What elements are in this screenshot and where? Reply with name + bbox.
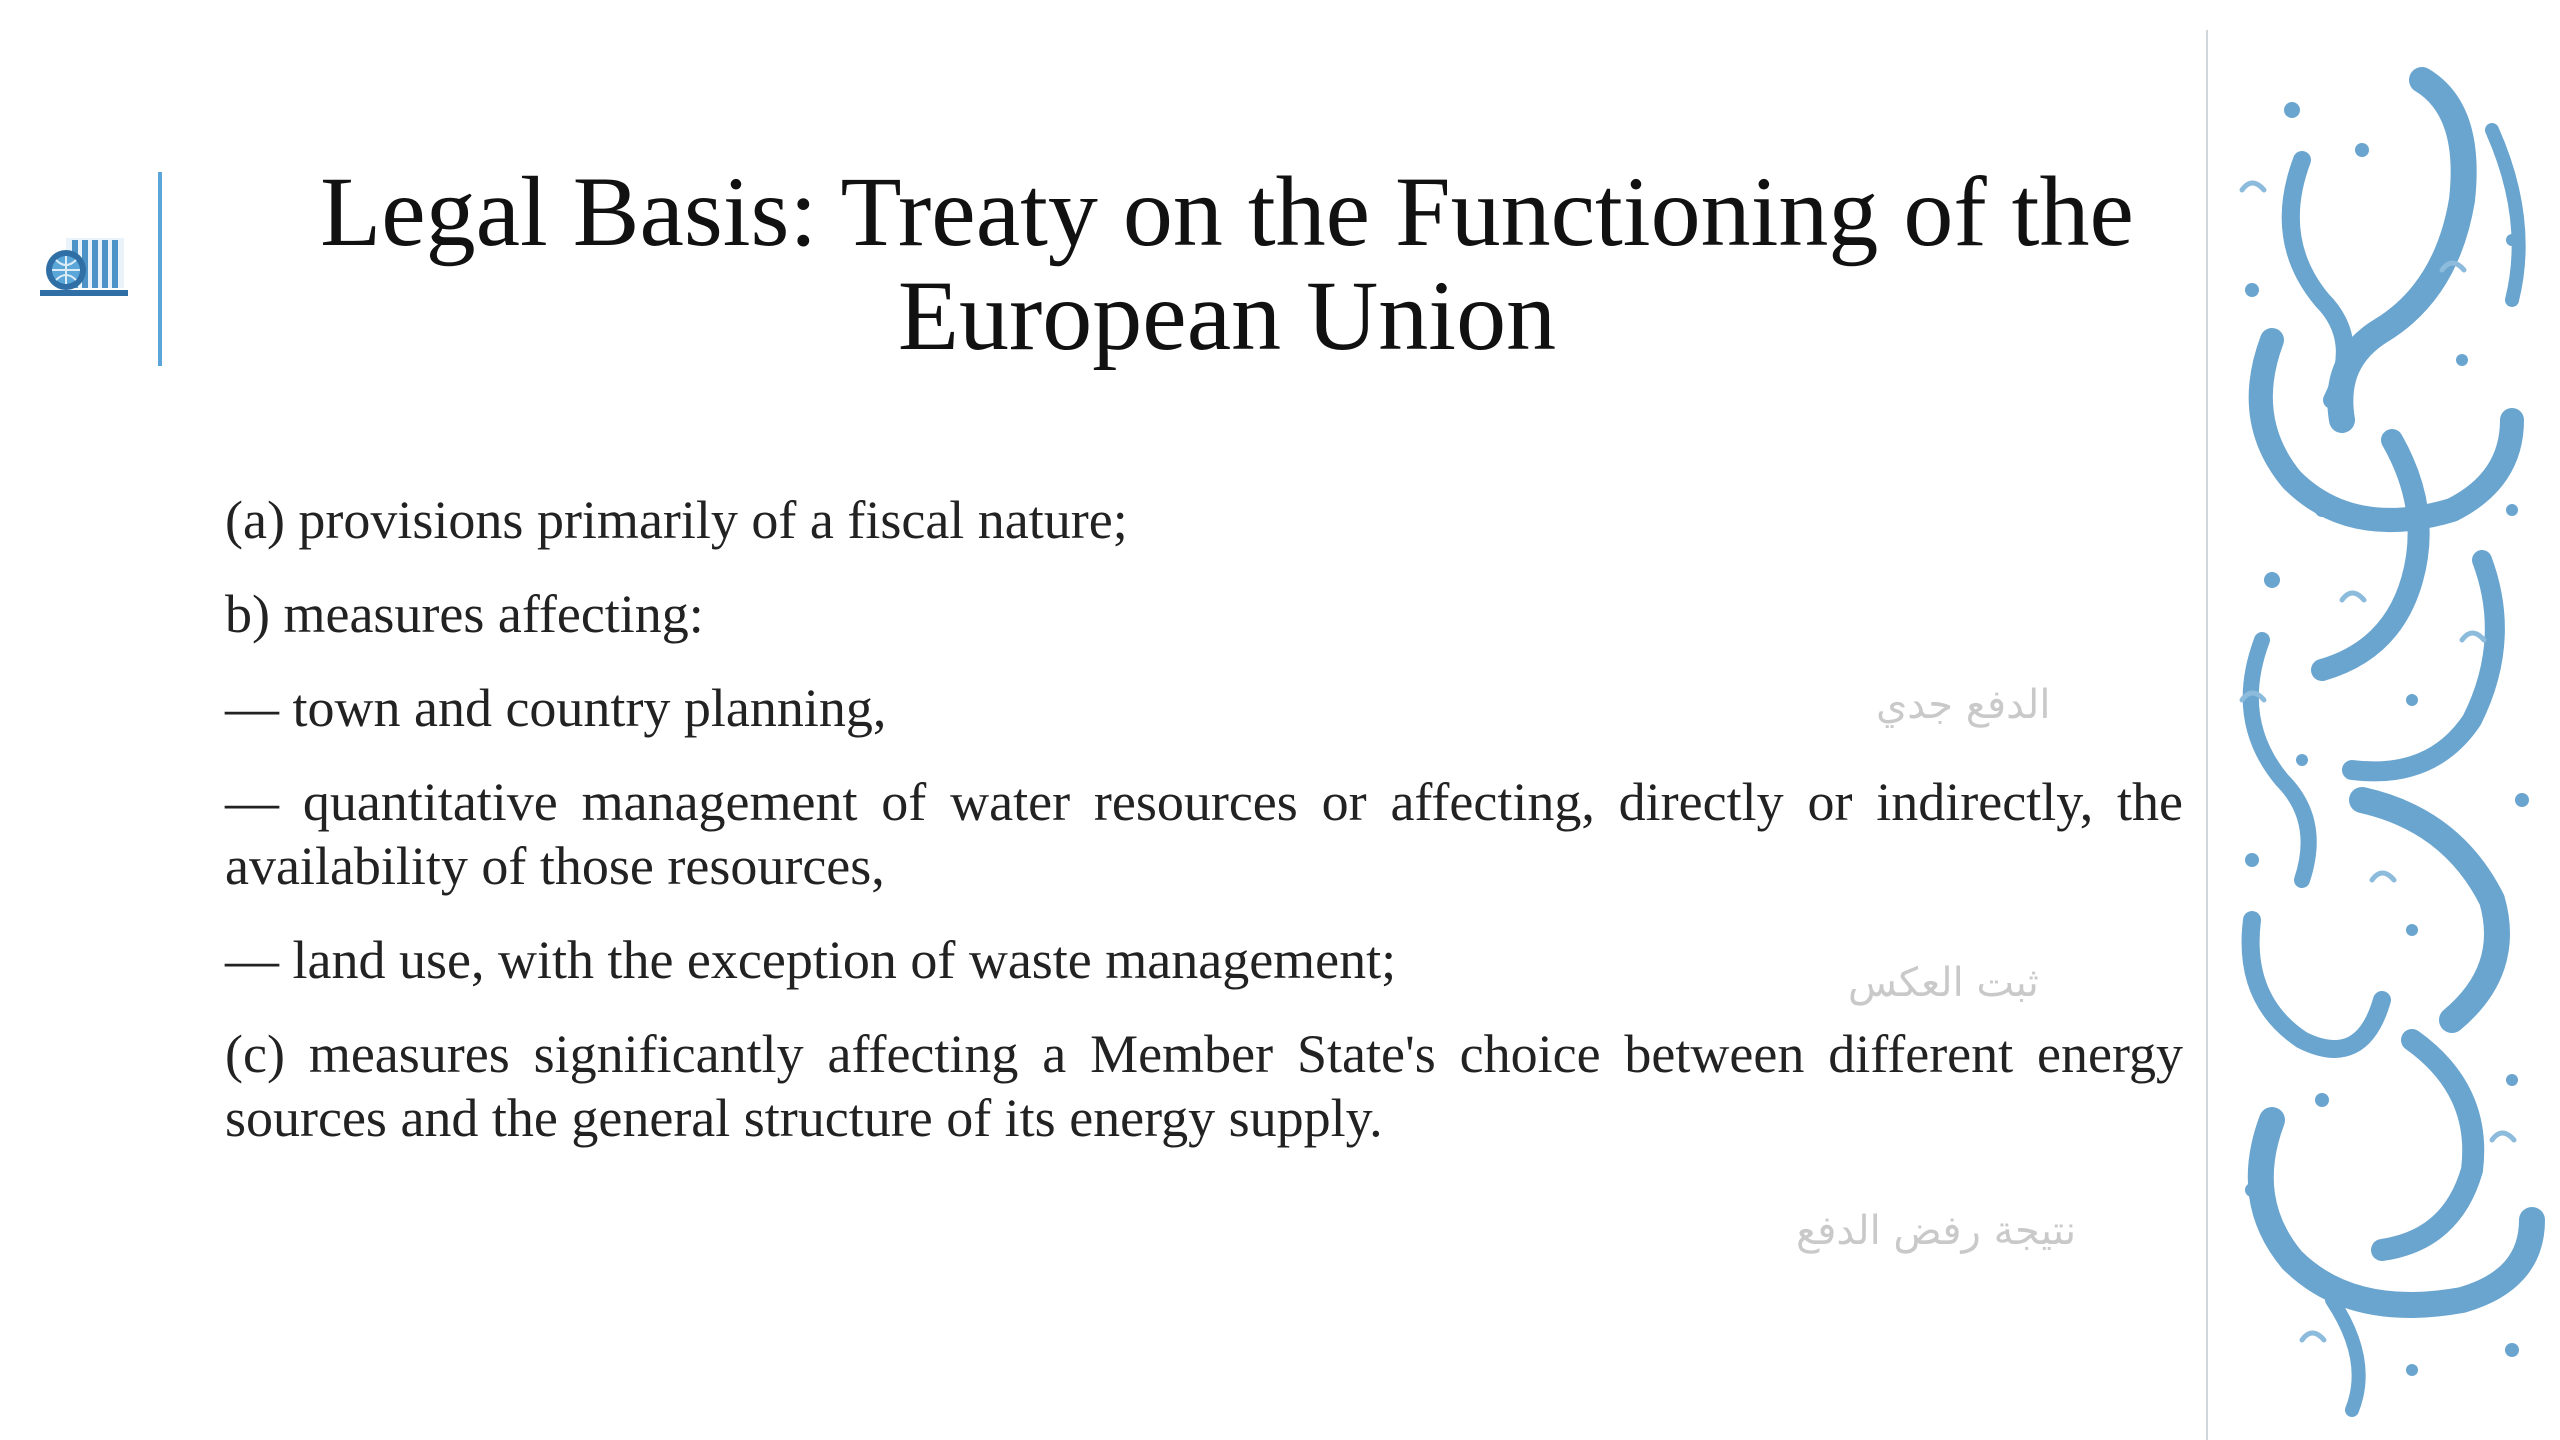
logo-divider xyxy=(158,172,162,366)
title-line-1: Legal Basis: Treaty on the Functioning of the xyxy=(320,156,2134,267)
institution-logo-icon xyxy=(36,232,132,304)
paragraph-water: — quantitative management of water resources or affecting, directly or indirectly, the availability of those resources, xyxy=(225,772,2183,896)
paragraph-land-use: — land use, with the exception of waste management; xyxy=(225,930,1397,990)
paragraph-energy: (c) measures significantly affecting a Member State's choice between different energy sources and the general structure of its energy supply. xyxy=(225,1024,2183,1148)
paragraph-town-planning: — town and country planning, xyxy=(225,678,887,738)
watermark-label: ثبت العكس xyxy=(1848,960,2039,1006)
watermark-label: نتيجة رفض الدفع xyxy=(1796,1208,2077,1254)
arabic-calligraphy-banner xyxy=(2212,40,2560,1430)
watermark-label: الدفع جدي xyxy=(1876,682,2051,728)
paragraph-measures: b) measures affecting: xyxy=(225,584,704,644)
slide-body xyxy=(225,488,2183,1180)
paragraph-fiscal: (a) provisions primarily of a fiscal nature; xyxy=(225,490,1128,550)
title-line-2: European Union xyxy=(897,260,1557,371)
side-divider xyxy=(2206,30,2208,1440)
slide-title xyxy=(230,156,2224,371)
